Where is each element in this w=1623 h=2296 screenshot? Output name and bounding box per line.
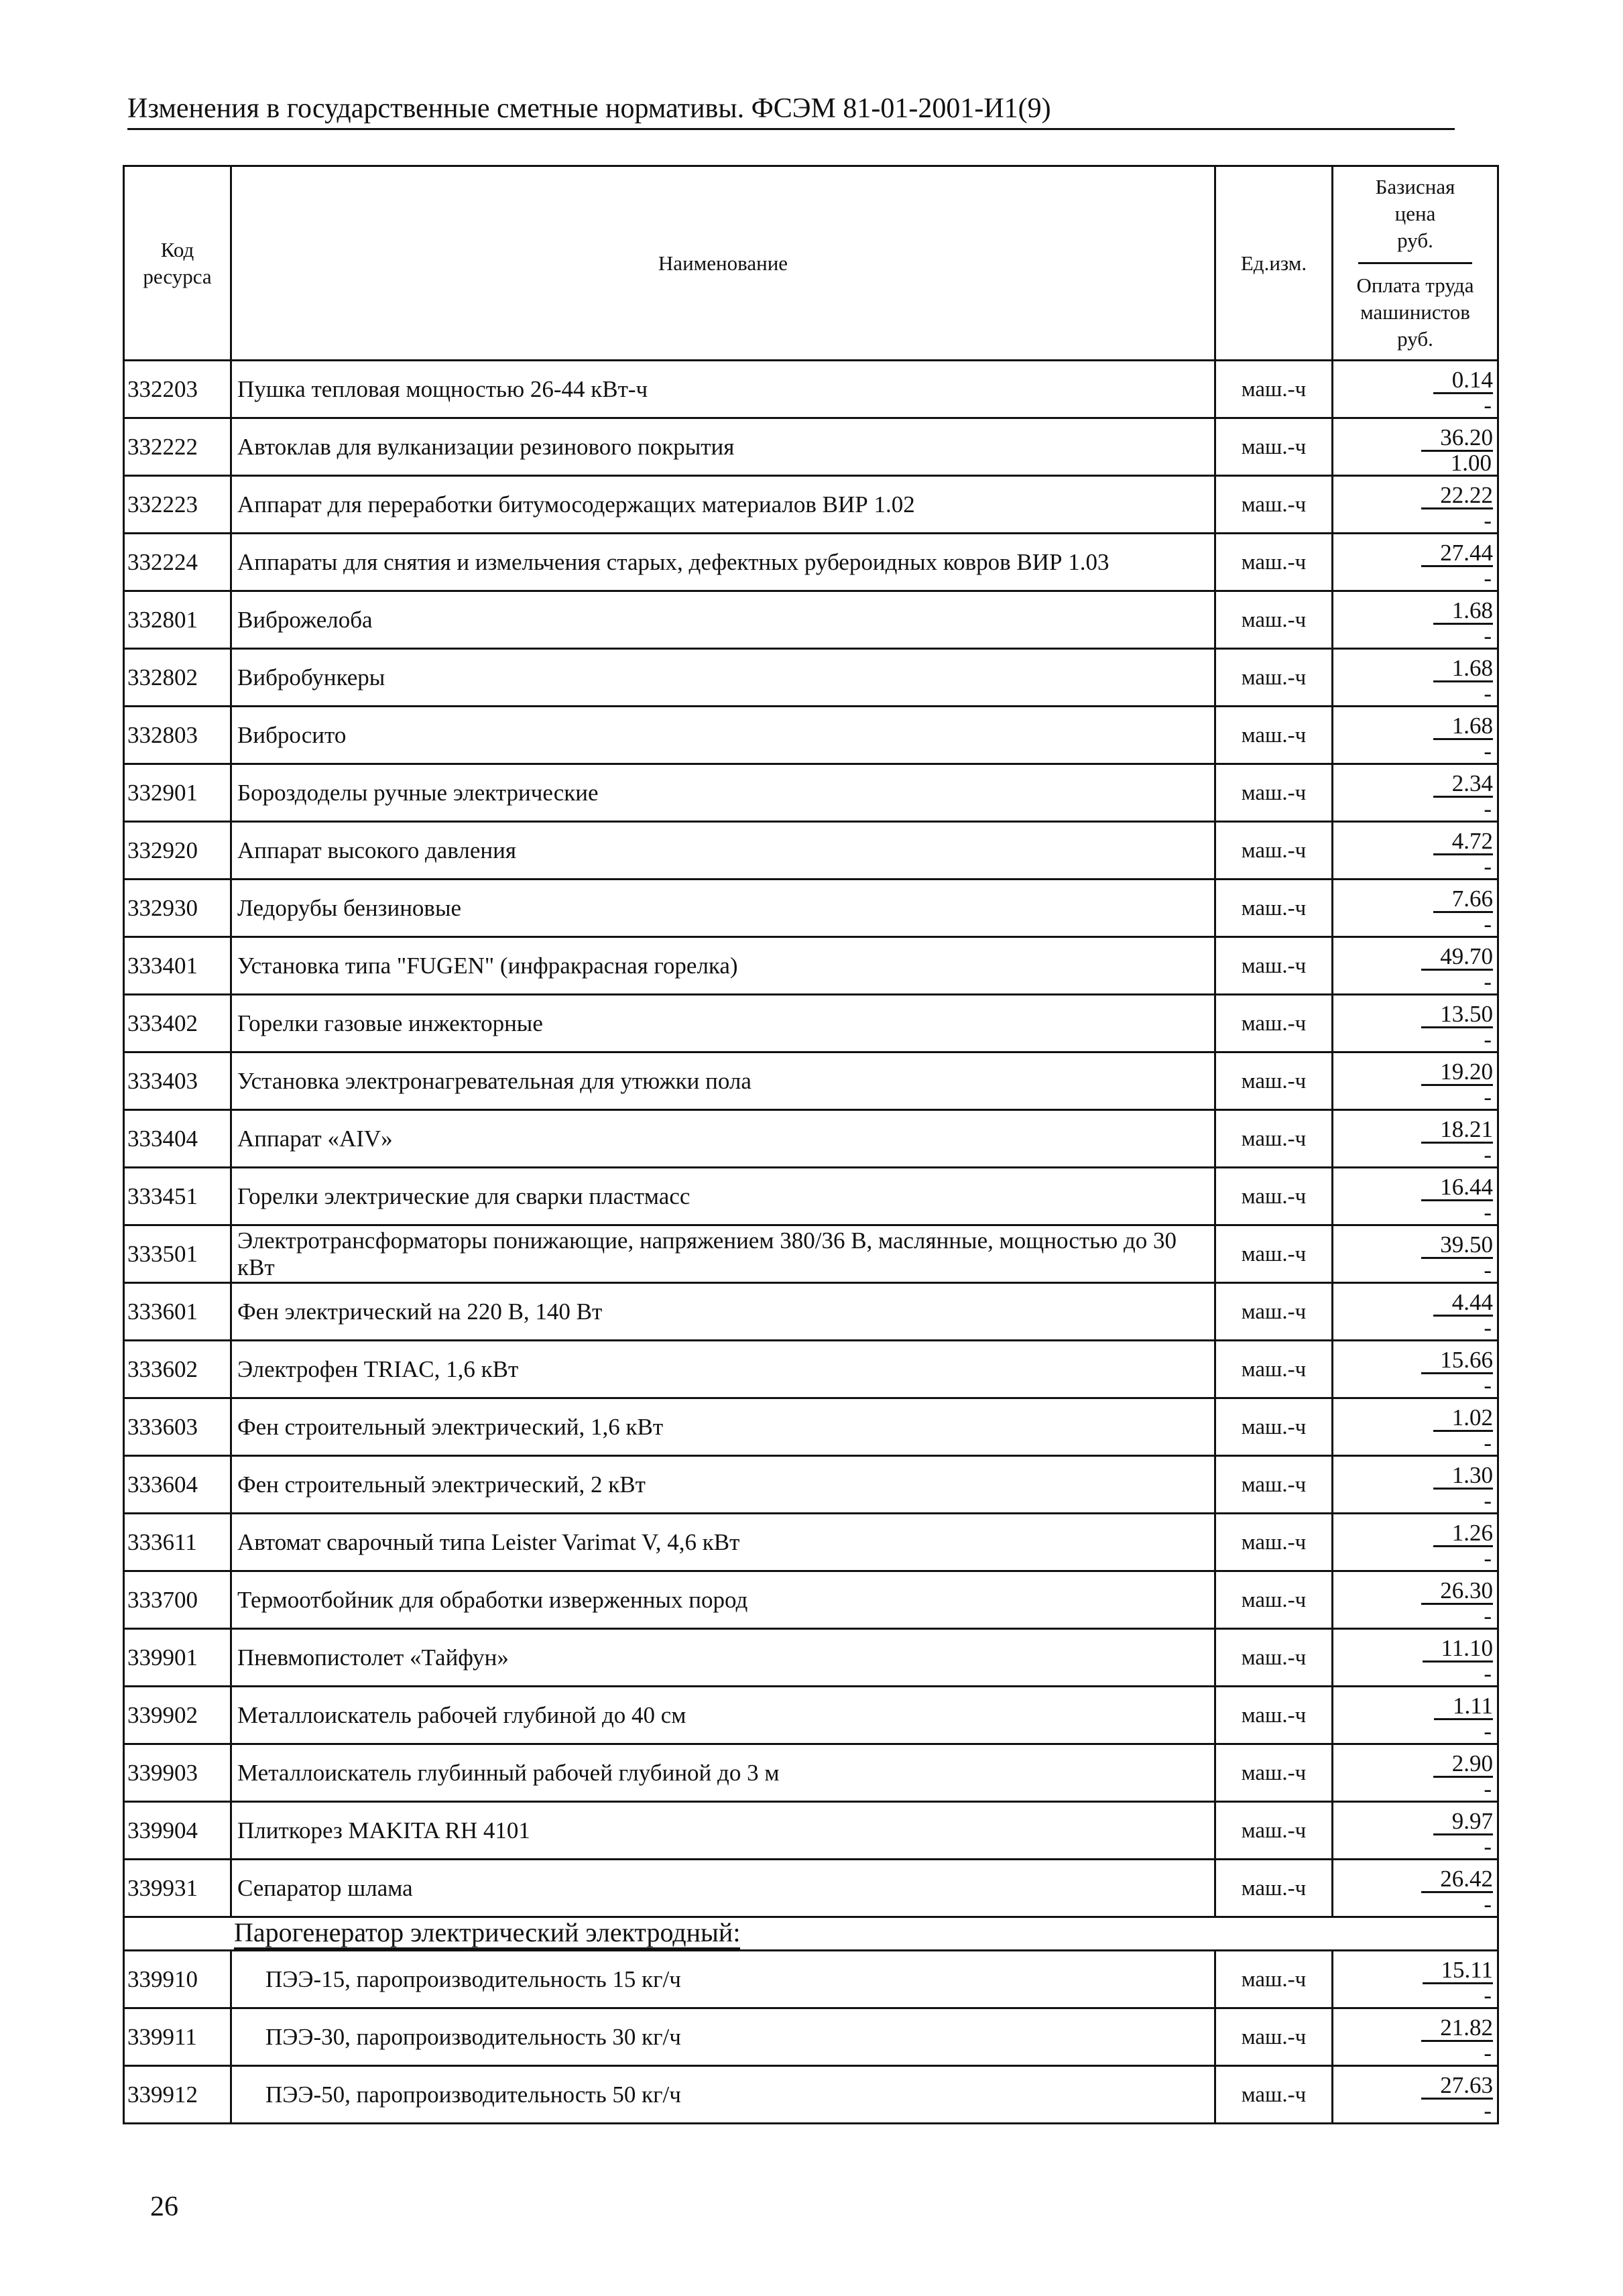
resource-unit: маш.-ч bbox=[1215, 1860, 1333, 1917]
resource-name: Установка типа "FUGEN" (инфракрасная горелка) bbox=[231, 937, 1215, 995]
resource-price bbox=[1333, 1168, 1498, 1225]
resource-price bbox=[1333, 649, 1498, 707]
table-row bbox=[124, 1225, 1498, 1283]
labor-price-value: - bbox=[1484, 1776, 1492, 1802]
resource-name: Установка электронагревательная для утюжки пола bbox=[231, 1052, 1215, 1110]
resource-price bbox=[1333, 1951, 1498, 2008]
labor-price-value: - bbox=[1484, 1718, 1492, 1744]
resource-name: Автоклав для вулканизации резинового покрытия bbox=[231, 418, 1215, 476]
resource-unit: маш.-ч bbox=[1215, 534, 1333, 591]
resource-price bbox=[1333, 995, 1498, 1052]
base-price-value: 2.90 bbox=[1433, 1752, 1493, 1778]
resource-code: 339901 bbox=[124, 1629, 231, 1687]
base-price-value: 9.97 bbox=[1433, 1809, 1493, 1835]
resource-unit: маш.-ч bbox=[1215, 1802, 1333, 1860]
resource-code: 333601 bbox=[124, 1283, 231, 1341]
resource-code: 333604 bbox=[124, 1456, 231, 1514]
table-row bbox=[124, 995, 1498, 1052]
page-header: Изменения в государственные сметные нормативы. ФСЭМ 81-01-2001-И1(9) bbox=[127, 89, 1455, 130]
resource-unit: маш.-ч bbox=[1215, 1341, 1333, 1398]
resource-unit: маш.-ч bbox=[1215, 591, 1333, 649]
section-row bbox=[124, 1917, 1498, 1951]
resource-price bbox=[1333, 880, 1498, 937]
base-price-value: 19.20 bbox=[1421, 1060, 1493, 1086]
resource-name: Аппарат для переработки битумосодержащих материалов ВИР 1.02 bbox=[231, 476, 1215, 534]
table-row bbox=[124, 937, 1498, 995]
resource-price bbox=[1333, 1687, 1498, 1744]
labor-price-value: - bbox=[1484, 623, 1492, 649]
resource-name: Электрофен TRIAC, 1,6 кВт bbox=[231, 1341, 1215, 1398]
resource-unit: маш.-ч bbox=[1215, 707, 1333, 764]
resource-code: 332801 bbox=[124, 591, 231, 649]
resource-name: Горелки электрические для сварки пластмасс bbox=[231, 1168, 1215, 1225]
base-price-value: 1.68 bbox=[1433, 599, 1493, 625]
resource-unit: маш.-ч bbox=[1215, 1744, 1333, 1802]
resource-code: 333700 bbox=[124, 1571, 231, 1629]
resource-unit: маш.-ч bbox=[1215, 1283, 1333, 1341]
resource-price bbox=[1333, 2066, 1498, 2124]
resource-unit: маш.-ч bbox=[1215, 1571, 1333, 1629]
resource-code: 333401 bbox=[124, 937, 231, 995]
labor-price-value: - bbox=[1484, 507, 1492, 534]
base-price-value: 27.44 bbox=[1421, 541, 1493, 567]
resource-code: 332930 bbox=[124, 880, 231, 937]
table-row bbox=[124, 1456, 1498, 1514]
resource-price bbox=[1333, 1225, 1498, 1283]
table-row bbox=[124, 649, 1498, 707]
resource-name: Металлоискатель рабочей глубиной до 40 см bbox=[231, 1687, 1215, 1744]
table-row bbox=[124, 2008, 1498, 2066]
base-price-value: 36.20 bbox=[1421, 426, 1493, 452]
table-row bbox=[124, 534, 1498, 591]
resource-code: 333402 bbox=[124, 995, 231, 1052]
base-price-value: 18.21 bbox=[1421, 1117, 1493, 1144]
base-price-value: 4.44 bbox=[1433, 1290, 1493, 1317]
col-header-price bbox=[1333, 166, 1498, 361]
table-row bbox=[124, 764, 1498, 822]
table-row bbox=[124, 1283, 1498, 1341]
resource-code: 332223 bbox=[124, 476, 231, 534]
resource-unit: маш.-ч bbox=[1215, 764, 1333, 822]
base-price-value: 21.82 bbox=[1421, 2016, 1493, 2042]
resource-price bbox=[1333, 476, 1498, 534]
resource-name: ПЭЭ-30, паропроизводительность 30 кг/ч bbox=[231, 2008, 1215, 2066]
labor-price-value: - bbox=[1484, 1084, 1492, 1110]
resource-code: 339911 bbox=[124, 2008, 231, 2066]
labor-price-value: - bbox=[1484, 1257, 1492, 1283]
labor-price-value: - bbox=[1484, 1199, 1492, 1225]
col-header-name: Наименование bbox=[231, 166, 1215, 361]
resource-price bbox=[1333, 1744, 1498, 1802]
base-price-value: 1.30 bbox=[1433, 1463, 1493, 1490]
resource-unit: маш.-ч bbox=[1215, 1168, 1333, 1225]
price-base-line-3: руб. bbox=[1397, 229, 1433, 252]
resource-price bbox=[1333, 1629, 1498, 1687]
resource-name: Плиткорез MAKITA RH 4101 bbox=[231, 1802, 1215, 1860]
table-row bbox=[124, 1514, 1498, 1571]
resource-price bbox=[1333, 1110, 1498, 1168]
resource-price bbox=[1333, 1860, 1498, 1917]
resource-table bbox=[123, 165, 1499, 2124]
base-price-value: 0.14 bbox=[1433, 368, 1493, 394]
base-price-value: 26.30 bbox=[1421, 1579, 1493, 1605]
table-row bbox=[124, 1802, 1498, 1860]
col-header-code: Код ресурса bbox=[124, 166, 231, 361]
table-row bbox=[124, 1629, 1498, 1687]
labor-price-value: 1.00 bbox=[1450, 450, 1492, 476]
base-price-value: 27.63 bbox=[1421, 2073, 1493, 2100]
labor-price-value: - bbox=[1484, 392, 1492, 418]
col-header-unit: Ед.изм. bbox=[1215, 166, 1333, 361]
labor-price-value: - bbox=[1484, 680, 1492, 707]
resource-name: Виброжелоба bbox=[231, 591, 1215, 649]
page-number: 26 bbox=[150, 2191, 178, 2222]
base-price-value: 22.22 bbox=[1421, 483, 1493, 509]
table-row bbox=[124, 1398, 1498, 1456]
resource-name: Аппараты для снятия и измельчения старых, дефектных рубероидных ковров ВИР 1.03 bbox=[231, 534, 1215, 591]
resource-code: 332222 bbox=[124, 418, 231, 476]
resource-price bbox=[1333, 1456, 1498, 1514]
base-price-value: 11.10 bbox=[1423, 1636, 1493, 1663]
resource-code: 339904 bbox=[124, 1802, 231, 1860]
resource-unit: маш.-ч bbox=[1215, 1951, 1333, 2008]
labor-price-value: - bbox=[1484, 1488, 1492, 1514]
resource-unit: маш.-ч bbox=[1215, 822, 1333, 880]
resource-unit: маш.-ч bbox=[1215, 1456, 1333, 1514]
table-row bbox=[124, 1571, 1498, 1629]
base-price-value: 7.66 bbox=[1433, 887, 1493, 913]
resource-code: 333603 bbox=[124, 1398, 231, 1456]
labor-price-value: - bbox=[1484, 2040, 1492, 2066]
resource-price bbox=[1333, 1052, 1498, 1110]
resource-price bbox=[1333, 1341, 1498, 1398]
resource-name: Фен строительный электрический, 2 кВт bbox=[231, 1456, 1215, 1514]
labor-price-value: - bbox=[1484, 1026, 1492, 1052]
table-row bbox=[124, 1052, 1498, 1110]
section-title-cell bbox=[124, 1917, 1498, 1951]
base-price-value: 16.44 bbox=[1421, 1175, 1493, 1201]
resource-name: Бороздоделы ручные электрические bbox=[231, 764, 1215, 822]
resource-name: Аппарат «AIV» bbox=[231, 1110, 1215, 1168]
resource-unit: маш.-ч bbox=[1215, 1687, 1333, 1744]
table-row bbox=[124, 361, 1498, 418]
labor-price-value: - bbox=[1484, 1142, 1492, 1168]
resource-price bbox=[1333, 1571, 1498, 1629]
table-row bbox=[124, 822, 1498, 880]
table-row bbox=[124, 1860, 1498, 1917]
base-price-value: 26.42 bbox=[1421, 1867, 1493, 1893]
resource-name: Аппарат высокого давления bbox=[231, 822, 1215, 880]
labor-price-value: - bbox=[1484, 1603, 1492, 1629]
base-price-value: 1.11 bbox=[1434, 1694, 1493, 1720]
resource-price bbox=[1333, 591, 1498, 649]
table-row bbox=[124, 1687, 1498, 1744]
base-price-value: 1.02 bbox=[1433, 1406, 1493, 1432]
labor-price-value: - bbox=[1484, 738, 1492, 764]
base-price-value: 2.34 bbox=[1433, 772, 1493, 798]
labor-price-value: - bbox=[1484, 1372, 1492, 1398]
resource-price bbox=[1333, 822, 1498, 880]
resource-name: Сепаратор шлама bbox=[231, 1860, 1215, 1917]
resource-unit: маш.-ч bbox=[1215, 2066, 1333, 2124]
table-row bbox=[124, 880, 1498, 937]
table-row bbox=[124, 476, 1498, 534]
resource-name: Пушка тепловая мощностью 26-44 кВт-ч bbox=[231, 361, 1215, 418]
labor-price-value: - bbox=[1484, 969, 1492, 995]
resource-unit: маш.-ч bbox=[1215, 361, 1333, 418]
resource-price bbox=[1333, 534, 1498, 591]
table-row bbox=[124, 1951, 1498, 2008]
price-labor-line-3: руб. bbox=[1397, 327, 1433, 351]
price-labor-line-2: машинистов bbox=[1360, 300, 1470, 324]
resource-unit: маш.-ч bbox=[1215, 1110, 1333, 1168]
table-row bbox=[124, 591, 1498, 649]
labor-price-value: - bbox=[1484, 1545, 1492, 1571]
resource-code: 333602 bbox=[124, 1341, 231, 1398]
resource-unit: маш.-ч bbox=[1215, 1052, 1333, 1110]
table-row bbox=[124, 418, 1498, 476]
resource-unit: маш.-ч bbox=[1215, 880, 1333, 937]
base-price-value: 1.26 bbox=[1433, 1521, 1493, 1547]
labor-price-value: - bbox=[1484, 2098, 1492, 2124]
labor-price-value: - bbox=[1484, 1982, 1492, 2008]
resource-price bbox=[1333, 2008, 1498, 2066]
resource-unit: маш.-ч bbox=[1215, 2008, 1333, 2066]
base-price-value: 49.70 bbox=[1421, 945, 1493, 971]
labor-price-value: - bbox=[1484, 1833, 1492, 1860]
resource-name: Автомат сварочный типа Leister Varimat V, 4,6 кВт bbox=[231, 1514, 1215, 1571]
table-row bbox=[124, 1341, 1498, 1398]
resource-unit: маш.-ч bbox=[1215, 1629, 1333, 1687]
resource-code: 332203 bbox=[124, 361, 231, 418]
price-header-divider bbox=[1358, 262, 1472, 264]
base-price-value: 1.68 bbox=[1433, 714, 1493, 740]
resource-code: 332901 bbox=[124, 764, 231, 822]
resource-unit: маш.-ч bbox=[1215, 1398, 1333, 1456]
resource-unit: маш.-ч bbox=[1215, 649, 1333, 707]
table-row bbox=[124, 1744, 1498, 1802]
resource-code: 332802 bbox=[124, 649, 231, 707]
table-header-row bbox=[124, 166, 1498, 361]
resource-name: Фен электрический на 220 В, 140 Вт bbox=[231, 1283, 1215, 1341]
resource-code: 333403 bbox=[124, 1052, 231, 1110]
resource-unit: маш.-ч bbox=[1215, 995, 1333, 1052]
labor-price-value: - bbox=[1484, 1315, 1492, 1341]
resource-unit: маш.-ч bbox=[1215, 418, 1333, 476]
resource-name: Фен строительный электрический, 1,6 кВт bbox=[231, 1398, 1215, 1456]
table-row bbox=[124, 2066, 1498, 2124]
resource-name: Горелки газовые инжекторные bbox=[231, 995, 1215, 1052]
resource-name: Термоотбойник для обработки изверженных пород bbox=[231, 1571, 1215, 1629]
resource-price bbox=[1333, 1283, 1498, 1341]
resource-name: Электротрансформаторы понижающие, напряжением 380/36 В, маслянные, мощностью до 30 кВт bbox=[231, 1225, 1215, 1283]
resource-price bbox=[1333, 1802, 1498, 1860]
base-price-value: 39.50 bbox=[1421, 1233, 1493, 1259]
labor-price-value: - bbox=[1484, 911, 1492, 937]
resource-unit: маш.-ч bbox=[1215, 476, 1333, 534]
resource-name: ПЭЭ-50, паропроизводительность 50 кг/ч bbox=[231, 2066, 1215, 2124]
resource-price bbox=[1333, 707, 1498, 764]
labor-price-value: - bbox=[1484, 796, 1492, 822]
labor-price-value: - bbox=[1484, 1891, 1492, 1917]
resource-name: Пневмопистолет «Тайфун» bbox=[231, 1629, 1215, 1687]
resource-price bbox=[1333, 1398, 1498, 1456]
resource-code: 339903 bbox=[124, 1744, 231, 1802]
resource-name: ПЭЭ-15, паропроизводительность 15 кг/ч bbox=[231, 1951, 1215, 2008]
table-row bbox=[124, 1110, 1498, 1168]
table-row bbox=[124, 707, 1498, 764]
resource-name: Вибробункеры bbox=[231, 649, 1215, 707]
labor-price-value: - bbox=[1484, 1660, 1492, 1687]
resource-price bbox=[1333, 361, 1498, 418]
labor-price-value: - bbox=[1484, 565, 1492, 591]
base-price-value: 4.72 bbox=[1433, 829, 1493, 855]
resource-name: Ледорубы бензиновые bbox=[231, 880, 1215, 937]
resource-price bbox=[1333, 937, 1498, 995]
base-price-value: 15.11 bbox=[1423, 1958, 1493, 1984]
resource-unit: маш.-ч bbox=[1215, 1225, 1333, 1283]
resource-code: 333451 bbox=[124, 1168, 231, 1225]
price-base-line-2: цена bbox=[1394, 202, 1436, 225]
base-price-value: 13.50 bbox=[1421, 1002, 1493, 1028]
resource-name: Вибросито bbox=[231, 707, 1215, 764]
resource-code: 339912 bbox=[124, 2066, 231, 2124]
table-row bbox=[124, 1168, 1498, 1225]
resource-code: 339910 bbox=[124, 1951, 231, 2008]
resource-unit: маш.-ч bbox=[1215, 1514, 1333, 1571]
resource-code: 332920 bbox=[124, 822, 231, 880]
resource-code: 332224 bbox=[124, 534, 231, 591]
resource-price bbox=[1333, 418, 1498, 476]
price-base-line-1: Базисная bbox=[1375, 175, 1455, 198]
resource-name: Металлоискатель глубинный рабочей глубиной до 3 м bbox=[231, 1744, 1215, 1802]
resource-code: 339931 bbox=[124, 1860, 231, 1917]
resource-code: 333501 bbox=[124, 1225, 231, 1283]
resource-unit: маш.-ч bbox=[1215, 937, 1333, 995]
resource-code: 333404 bbox=[124, 1110, 231, 1168]
resource-price bbox=[1333, 1514, 1498, 1571]
section-title: Парогенератор электрический электродный: bbox=[234, 1918, 740, 1949]
resource-price bbox=[1333, 764, 1498, 822]
base-price-value: 15.66 bbox=[1421, 1348, 1493, 1374]
labor-price-value: - bbox=[1484, 1430, 1492, 1456]
labor-price-value: - bbox=[1484, 853, 1492, 880]
resource-code: 339902 bbox=[124, 1687, 231, 1744]
resource-code: 332803 bbox=[124, 707, 231, 764]
resource-code: 333611 bbox=[124, 1514, 231, 1571]
base-price-value: 1.68 bbox=[1433, 656, 1493, 682]
price-labor-line-1: Оплата труда bbox=[1356, 274, 1474, 297]
